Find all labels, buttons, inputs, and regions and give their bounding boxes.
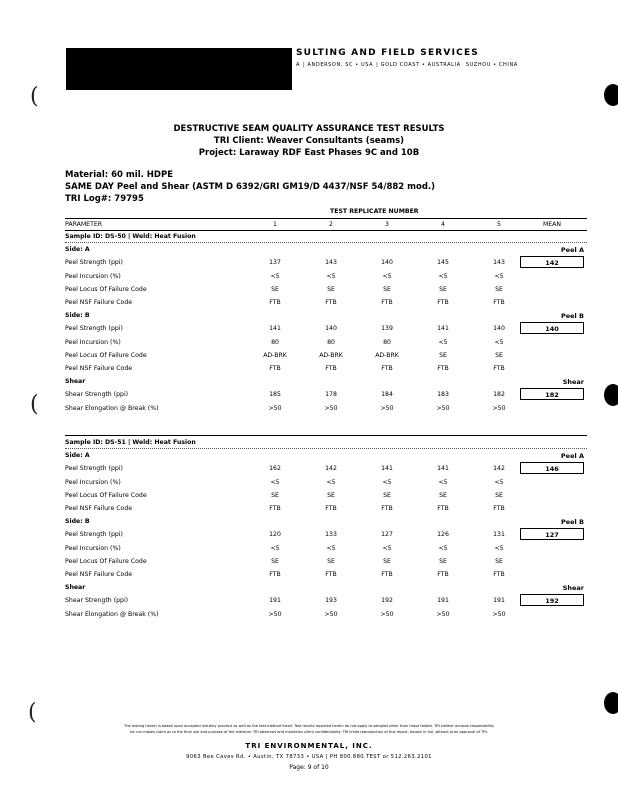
mean-header: Shear (562, 378, 584, 387)
replicate-value: >50 (380, 404, 394, 412)
replicate-value: >50 (268, 404, 282, 412)
replicate-value: SE (439, 557, 447, 565)
parameter-label: Peel Strength (ppi) (65, 259, 123, 267)
section-label: Shear (65, 378, 86, 386)
binder-bracket-icon: ( (30, 392, 39, 417)
replicate-value: FTB (381, 365, 393, 372)
method-line: SAME DAY Peel and Shear (ASTM D 6392/GRI GM19/D 4437/NSF 54/882 mod.) (65, 182, 436, 192)
replicate-value: <5 (438, 544, 448, 552)
replicate-value: 191 (437, 597, 449, 605)
replicate-value: 191 (493, 597, 505, 605)
replicate-value: <5 (494, 272, 504, 280)
replicate-value: FTB (493, 365, 505, 372)
section-label: Side: B (65, 518, 90, 526)
replicate-value: FTB (493, 299, 505, 306)
header-top-rule (65, 218, 587, 219)
column-header-4: 4 (441, 221, 445, 228)
replicate-value: <5 (494, 478, 504, 486)
footer-company: TRI ENVIRONMENTAL, INC. (245, 742, 373, 750)
replicate-value: FTB (437, 505, 449, 512)
replicate-value: SE (383, 491, 391, 499)
column-header-parameter: PARAMETER (65, 221, 103, 228)
replicate-value: FTB (269, 365, 281, 372)
replicate-value: >50 (324, 404, 338, 412)
mean-value-box: 146 (520, 462, 584, 474)
replicate-value: 131 (493, 531, 505, 539)
replicate-value: 120 (269, 531, 281, 539)
mean-value-box: 182 (520, 388, 584, 400)
footer-address: 9063 Bee Caves Rd. • Austin, TX 78733 • USA | PH 800.880.TEST or 512.263.2101 (186, 754, 432, 760)
replicate-value: FTB (325, 365, 337, 372)
replicate-value: FTB (269, 505, 281, 512)
replicate-value: 133 (325, 531, 337, 539)
replicate-value: <5 (382, 544, 392, 552)
mean-value-box: 140 (520, 322, 584, 334)
replicate-value: FTB (325, 571, 337, 578)
replicate-value: 192 (381, 597, 393, 605)
mean-header: Peel B (560, 518, 584, 527)
replicate-value: 80 (271, 338, 279, 346)
replicate-value: <5 (438, 272, 448, 280)
replicate-value: AD-BRK (263, 351, 287, 359)
replicate-value: 80 (383, 338, 391, 346)
replicate-value: 127 (381, 531, 393, 539)
replicate-value: 178 (325, 391, 337, 399)
replicate-value: SE (271, 491, 279, 499)
replicate-value: SE (439, 351, 447, 359)
replicate-value: <5 (326, 544, 336, 552)
replicate-value: SE (439, 285, 447, 293)
replicate-value: FTB (493, 505, 505, 512)
replicate-value: SE (495, 557, 503, 565)
project-line: Project: Laraway RDF East Phases 9C and 10B (198, 148, 420, 158)
column-header-1: 1 (273, 221, 277, 228)
replicate-value: 126 (437, 531, 449, 539)
parameter-label: Shear Elongation @ Break (%) (65, 404, 159, 412)
binder-bracket-icon: ( (28, 700, 37, 725)
replicate-value: FTB (269, 571, 281, 578)
replicate-value: <5 (438, 338, 448, 346)
parameter-label: Peel Incursion (%) (65, 478, 121, 486)
parameter-label: Peel Incursion (%) (65, 544, 121, 552)
replicate-value: >50 (436, 404, 450, 412)
replicate-value: <5 (326, 478, 336, 486)
replicate-value: 193 (325, 597, 337, 605)
replicate-value: 141 (269, 325, 281, 333)
mean-header: Peel A (560, 246, 584, 255)
material-line: Material: 60 mil. HDPE (65, 170, 174, 180)
parameter-label: Peel Strength (ppi) (65, 325, 123, 333)
replicate-value: >50 (492, 404, 506, 412)
replicate-value: 184 (381, 391, 393, 399)
replicate-value: <5 (270, 478, 280, 486)
replicate-value: 141 (381, 465, 393, 473)
replicate-value: 141 (437, 465, 449, 473)
report-title: DESTRUCTIVE SEAM QUALITY ASSURANCE TEST RESULTS (173, 124, 445, 134)
replicate-value: 139 (381, 325, 393, 333)
replicate-value: 142 (325, 465, 337, 473)
replicate-value: <5 (494, 544, 504, 552)
parameter-label: Shear Elongation @ Break (%) (65, 610, 159, 618)
replicate-value: SE (383, 557, 391, 565)
replicate-value: 137 (269, 259, 281, 267)
parameter-label: Peel Incursion (%) (65, 338, 121, 346)
replicate-value: 143 (325, 259, 337, 267)
mean-value-box: 142 (520, 256, 584, 268)
replicate-value: <5 (438, 478, 448, 486)
section-label: Shear (65, 584, 86, 592)
sample-rule (65, 242, 587, 243)
replicate-header: TEST REPLICATE NUMBER (330, 208, 419, 215)
mean-value-box: 192 (520, 594, 584, 606)
punch-hole-icon (604, 384, 618, 406)
replicate-value: 191 (269, 597, 281, 605)
replicate-value: 80 (327, 338, 335, 346)
replicate-value: >50 (380, 610, 394, 618)
replicate-value: FTB (325, 505, 337, 512)
replicate-value: FTB (269, 299, 281, 306)
mean-header: Shear (562, 584, 584, 593)
parameter-label: Peel NSF Failure Code (65, 299, 133, 306)
parameter-label: Shear Strength (ppi) (65, 597, 129, 605)
replicate-value: SE (327, 557, 335, 565)
redacted-logo-block (66, 48, 292, 90)
replicate-value: FTB (381, 505, 393, 512)
replicate-value: 183 (437, 391, 449, 399)
replicate-value: <5 (270, 544, 280, 552)
mean-header: Peel A (560, 452, 584, 461)
replicate-value: 182 (493, 391, 505, 399)
replicate-value: <5 (326, 272, 336, 280)
replicate-value: FTB (381, 571, 393, 578)
replicate-value: <5 (494, 338, 504, 346)
replicate-value: SE (495, 285, 503, 293)
section-label: Side: B (65, 312, 90, 320)
mean-value-box: 127 (520, 528, 584, 540)
replicate-value: >50 (436, 610, 450, 618)
parameter-label: Peel NSF Failure Code (65, 571, 133, 578)
parameter-label: Peel Strength (ppi) (65, 531, 123, 539)
parameter-label: Peel Strength (ppi) (65, 465, 123, 473)
replicate-value: 185 (269, 391, 281, 399)
replicate-value: FTB (437, 365, 449, 372)
parameter-label: Peel Locus Of Failure Code (65, 351, 147, 359)
replicate-value: 143 (493, 259, 505, 267)
section-label: Side: A (65, 452, 90, 460)
parameter-label: Shear Strength (ppi) (65, 391, 129, 399)
column-header-3: 3 (385, 221, 389, 228)
sample-id-label: Sample ID: DS-51 | Weld: Heat Fusion (65, 439, 196, 446)
replicate-value: >50 (492, 610, 506, 618)
replicate-value: >50 (324, 610, 338, 618)
replicate-value: 140 (381, 259, 393, 267)
replicate-value: >50 (268, 610, 282, 618)
letterhead-name: SULTING AND FIELD SERVICES (296, 48, 479, 58)
replicate-value: 140 (325, 325, 337, 333)
parameter-label: Peel NSF Failure Code (65, 505, 133, 512)
replicate-value: SE (495, 351, 503, 359)
replicate-value: 141 (437, 325, 449, 333)
replicate-value: 140 (493, 325, 505, 333)
replicate-value: FTB (493, 571, 505, 578)
replicate-value: SE (495, 491, 503, 499)
replicate-value: SE (439, 491, 447, 499)
replicate-value: FTB (325, 299, 337, 306)
replicate-value: 145 (437, 259, 449, 267)
replicate-value: SE (383, 285, 391, 293)
replicate-value: AD-BRK (375, 351, 399, 359)
column-header-mean: MEAN (542, 221, 562, 228)
replicate-value: <5 (382, 272, 392, 280)
replicate-value: SE (327, 285, 335, 293)
binder-bracket-icon: ( (30, 84, 39, 109)
client-line: TRI Client: Weaver Consultants (seams) (213, 136, 405, 146)
replicate-value: <5 (382, 478, 392, 486)
parameter-label: Peel Locus Of Failure Code (65, 285, 147, 293)
replicate-value: FTB (437, 571, 449, 578)
replicate-value: FTB (437, 299, 449, 306)
page-number: Page: 9 of 10 (289, 764, 329, 771)
section-label: Side: A (65, 246, 90, 254)
header-bottom-rule (65, 230, 587, 231)
replicate-value: <5 (270, 272, 280, 280)
parameter-label: Peel Incursion (%) (65, 272, 121, 280)
disclaimer-line-2: for nor makes claim as to the final use and purpose of the material. TRI observes and maintains client confidentiality. TRI limits reproduction of this report, except in full, without prior approval of TRI. (130, 730, 488, 734)
parameter-label: Peel Locus Of Failure Code (65, 491, 147, 499)
mean-header: Peel B (560, 312, 584, 321)
replicate-value: SE (271, 557, 279, 565)
replicate-value: AD-BRK (319, 351, 343, 359)
column-header-2: 2 (329, 221, 333, 228)
disclaimer-line-1: The testing herein is based upon accepted industry practice as well as the test method listed. Test results reported herein do not apply to samples other than those tested. TRI neither accepts responsibility (124, 724, 494, 728)
letterhead-addresses: A | ANDERSON, SC • USA | GOLD COAST • AUSTRALIA SUZHOU • CHINA (296, 62, 518, 68)
punch-hole-icon (604, 84, 618, 106)
replicate-value: SE (271, 285, 279, 293)
sample-rule (65, 448, 587, 449)
replicate-value: 162 (269, 465, 281, 473)
replicate-value: FTB (381, 299, 393, 306)
parameter-label: Peel Locus Of Failure Code (65, 557, 147, 565)
punch-hole-icon (604, 692, 618, 714)
sample-separator (65, 435, 587, 436)
replicate-value: 142 (493, 465, 505, 473)
replicate-value: SE (327, 491, 335, 499)
parameter-label: Peel NSF Failure Code (65, 365, 133, 372)
column-header-5: 5 (497, 221, 501, 228)
log-line: TRI Log#: 79795 (65, 194, 144, 204)
sample-id-label: Sample ID: DS-50 | Weld: Heat Fusion (65, 233, 196, 240)
